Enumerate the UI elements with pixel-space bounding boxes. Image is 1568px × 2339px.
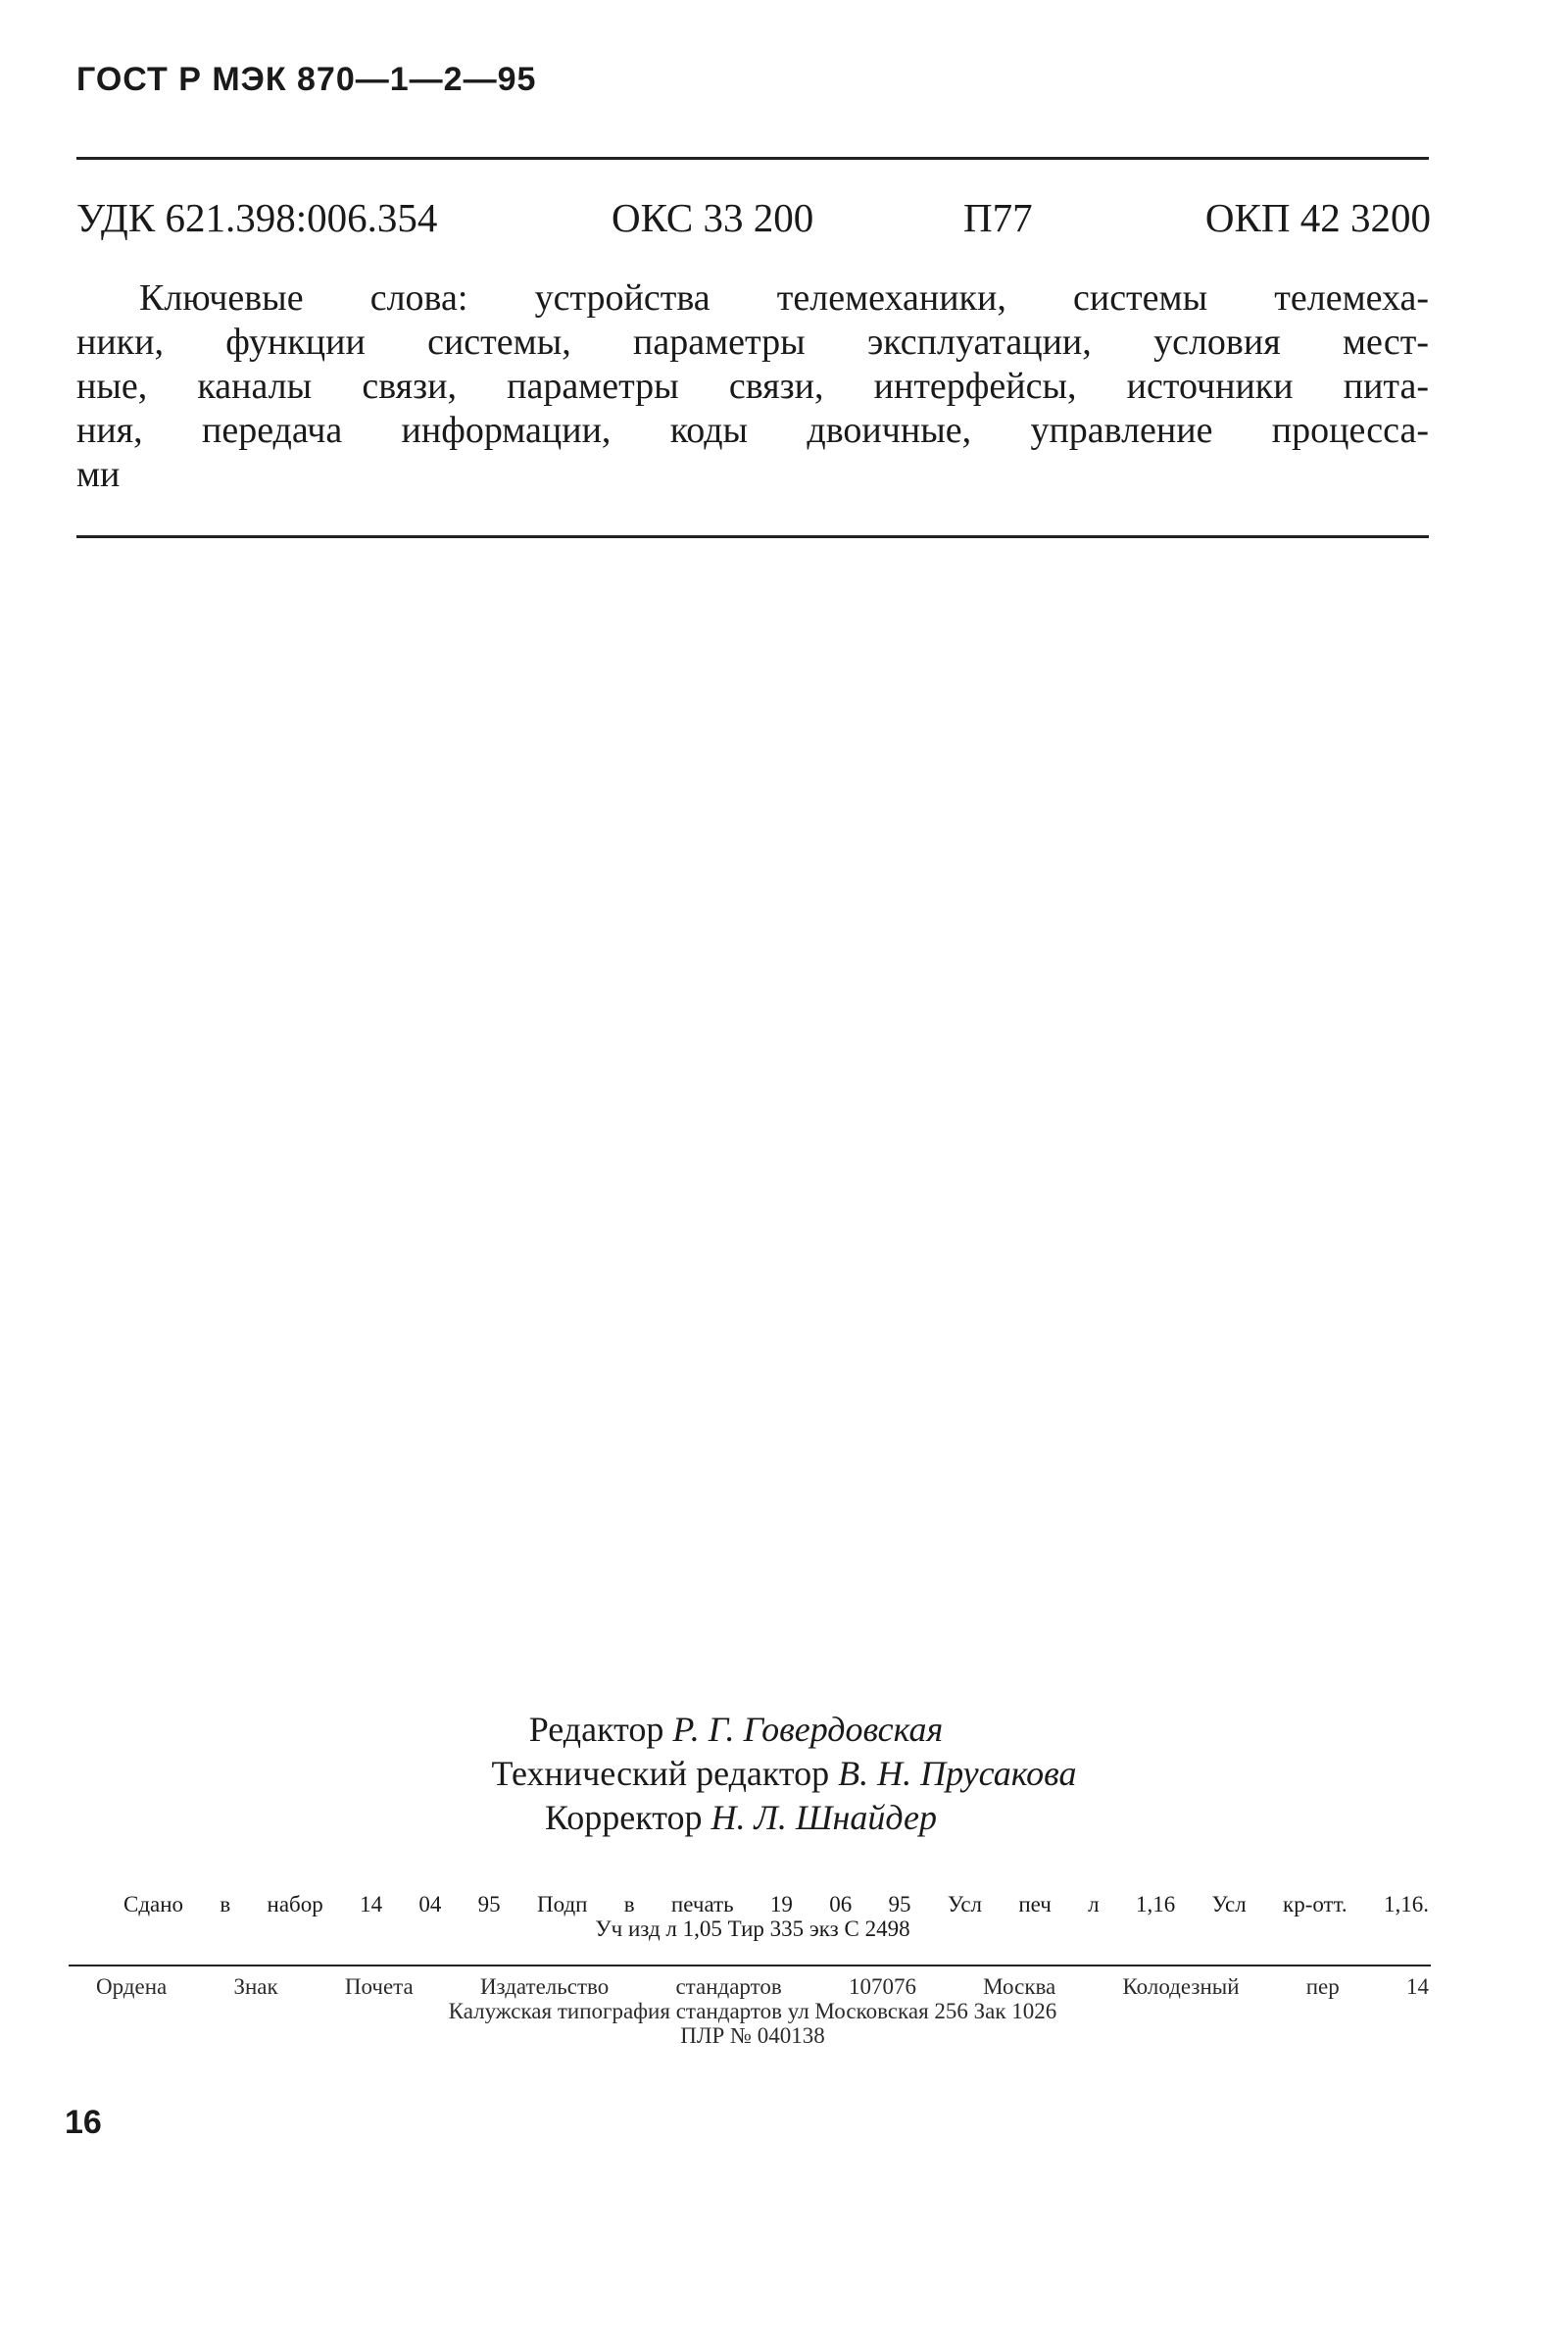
tech-editor-name: В. Н. Прусакова [838, 1754, 1077, 1793]
editor-role: Редактор [528, 1710, 664, 1749]
print-info-line: Уч изд л 1,05 Тир 335 экз С 2498 [595, 1916, 910, 1941]
group-code: П77 [963, 195, 1033, 240]
tech-editor-role: Технический редактор [491, 1754, 830, 1793]
tech-editor-credit [0, 1752, 1568, 1796]
print-info [76, 1892, 1429, 1941]
proofreader-role: Корректор [545, 1798, 703, 1837]
document-header: ГОСТ Р МЭК 870—1—2—95 [76, 61, 537, 98]
staff-credits [0, 1708, 1568, 1840]
editor-name: Р. Г. Говердовская [672, 1710, 944, 1749]
udk-code: УДК 621.398:006.354 [76, 195, 438, 240]
page-number: 16 [65, 2104, 102, 2141]
keywords-line: ные, каналы связи, параметры связи, интерфейсы, источники пита- [76, 366, 1429, 407]
imprint-divider [69, 1965, 1431, 1966]
editor-credit [0, 1708, 1568, 1752]
top-divider [76, 157, 1429, 160]
keywords-line: ники, функции системы, параметры эксплуатации, условия мест- [76, 322, 1429, 363]
oks-code: ОКС 33 200 [612, 195, 814, 240]
proofreader-credit [0, 1796, 1568, 1840]
classification-row [76, 194, 1431, 243]
license-line: ПЛР № 040138 [680, 2023, 825, 2048]
print-info-line: Сдано в набор 14 04 95 Подп в печать 19 06 95 Усл печ л 1,16 Усл кр-отт. 1,16. [123, 1892, 1429, 1916]
publisher-line: Калужская типография стандартов ул Московская 256 Зак 1026 [448, 1999, 1057, 2023]
publisher-imprint [76, 1974, 1429, 2048]
okp-code: ОКП 42 3200 [1204, 195, 1431, 240]
keywords-divider [76, 535, 1429, 538]
proofreader-name: Н. Л. Шнайдер [710, 1798, 937, 1837]
publisher-line: Ордена Знак Почета Издательство стандартов 107076 Москва Колодезный пер 14 [96, 1974, 1429, 1999]
keywords-line: ми [76, 454, 121, 495]
keywords-line: ния, передача информации, коды двоичные, управление процесса- [76, 410, 1429, 451]
keywords-paragraph [76, 276, 1429, 497]
keywords-line: Ключевые слова: устройства телемеханики, системы телемеха- [139, 277, 1429, 319]
